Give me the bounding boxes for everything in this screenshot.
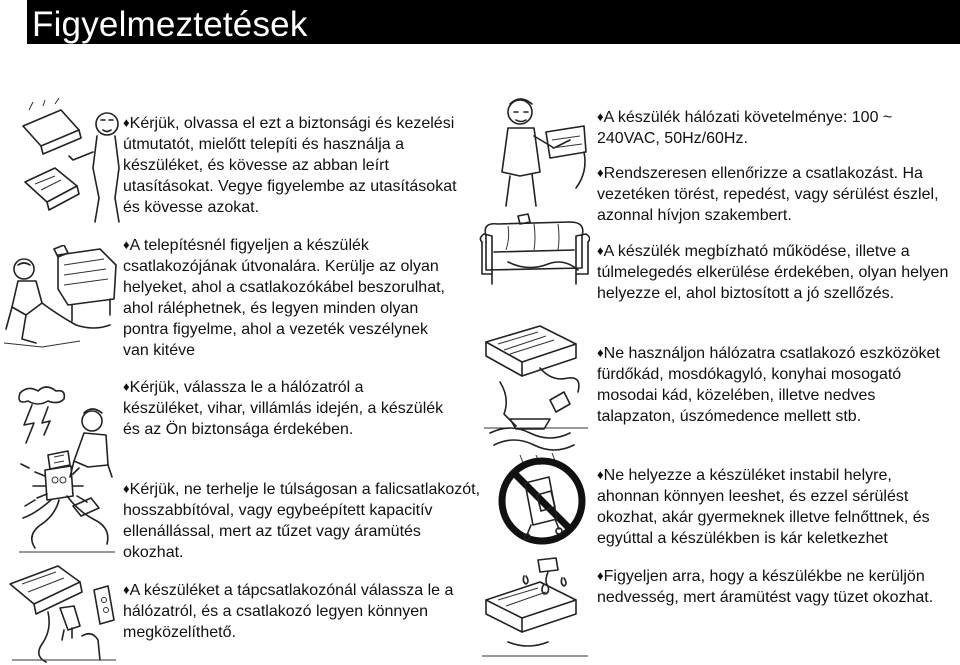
warning-text: Figyeljen arra, hogy a készülékbe ne kerüljön nedvesség, mert áramütést vagy tüzet okozhat. [597,568,934,606]
warning-item [597,241,957,304]
inspect-cable-icon [478,212,590,292]
diamond-bullet-icon: ♦ [597,568,604,583]
warning-text: Ne helyezze a készüléket instabil helyre, ahonnan könnyen leeshet, és ezzel sérülést okozhat, akár gyermeknek illetve felnőttnek, és egyúttal a készülékben is kár keletkezhet [597,467,930,547]
warning-text: A készülék hálózati követelménye: 100 ~ 240VAC, 50Hz/60Hz. [597,109,893,147]
unplug-icon [4,560,124,665]
warning-item [597,566,942,608]
warning-item [597,465,957,549]
diamond-bullet-icon: ♦ [123,237,130,252]
diamond-bullet-icon: ♦ [123,115,130,130]
reading-manual-icon [15,98,125,228]
warning-item [597,343,957,427]
overloaded-outlet-icon [15,456,125,556]
diamond-bullet-icon: ♦ [123,379,130,394]
diamond-bullet-icon: ♦ [597,109,604,124]
title-bar [27,0,960,44]
warning-item [123,479,483,563]
warning-text: A készüléket a tápcsatlakozónál válassza le a hálózatról, és a csatlakozó legyen könnyen megközelíthető. [123,582,454,641]
warning-item [597,107,947,149]
warning-item [123,377,448,440]
power-requirement-icon [490,92,590,212]
page-title: Figyelmeztetések [32,5,308,44]
warning-item [123,113,458,218]
diamond-bullet-icon: ♦ [597,345,604,360]
warning-item [597,163,957,226]
diamond-bullet-icon: ♦ [597,243,604,258]
cable-hazard-icon [2,245,122,355]
warning-text: Rendszeresen ellenőrizze a csatlakozást. Ha vezetéken törést, repedést, vagy sérülést észlel, azonnal hívjon szakembert. [597,165,939,224]
unstable-cart-icon [497,455,587,550]
warning-item [123,580,478,643]
moisture-icon [478,556,593,665]
diamond-bullet-icon: ♦ [597,467,604,482]
diamond-bullet-icon: ♦ [123,582,130,597]
warning-item [123,235,458,361]
warning-text: Kérjük, válassza le a hálózatról a készüléket, vihar, villámlás idején, a készülék és az Ön biztonsága érdekében. [123,379,444,438]
diamond-bullet-icon: ♦ [597,165,604,180]
diamond-bullet-icon: ♦ [123,481,130,496]
warning-text: A készülék megbízható működése, illetve a túlmelegedés elkerülése érdekében, olyan helyen helyezze el, ahol biztosított a jó szellőzés. [597,243,949,302]
warning-text: A telepítésnél figyeljen a készülék csatlakozójának útvonalára. Kerülje az olyan helyeket, ahol a csatlakozókábel beszorulhat, ahol ráléphetnek, és legyen minden olyan pontra figyelme, ahol a vezeték veszélynek van kitéve [123,237,445,359]
warning-text: Kérjük, ne terhelje le túlságosan a falicsatlakozót, hosszabbítóval, vagy egybeépített kapacitív ellenállással, mert az tűzet vagy áramütés okozhat. [123,481,481,561]
warning-text: Ne használjon hálózatra csatlakozó eszközöket fürdőkád, mosdókagyló, konyhai mosogató mosodai kád, közelében, illetve nedves talapzaton, úszómedence mellett stb. [597,345,940,425]
warning-text: Kérjük, olvassa el ezt a biztonsági és kezelési útmutatót, mielőtt telepíti és használja a készüléket, és kövesse az abban leírt utasításokat. Vegye figyelembe az utasításokat és kövesse azokat. [123,115,457,216]
